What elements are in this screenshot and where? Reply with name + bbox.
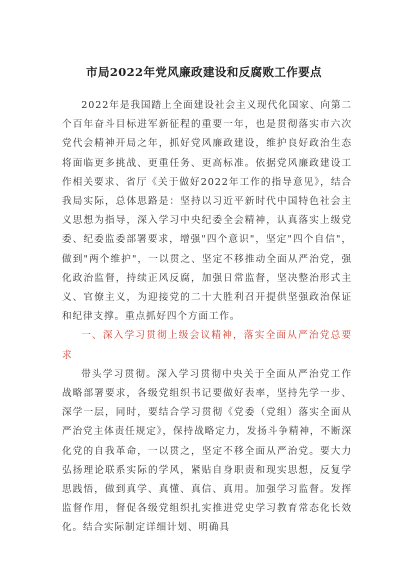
section-1-heading: 一、深入学习贯彻上级会议精神，落实全面从严治党总要求 <box>62 330 352 361</box>
section-1-paragraph: 带头学习贯彻。深入学习贯彻中央关于全面从严治党工作战略部署要求，各级党组织书记要做好表率，坚持先学一步、深学一层，同时，要结合学习贯彻《党委（党组）落实全面从严治党主体责任规定》，保持战略定力，发扬斗争精神，不断深化党的自我革命，一以贯之，坚定不移全面从严治党。要大力弘扬理论联系实际的学风，紧贴自身职责和现实思想，反复学思践悟，做到真学、真懂、真信、真用。加强学习监督。发挥监督作用，督促各级党组织扎实推进党史学习教育常态化长效化。结合实际制定详细计划、明确具 <box>62 368 352 534</box>
document-body <box>62 96 352 538</box>
intro-paragraph: 2022年是我国踏上全面建设社会主义现代化国家、向第二个百年奋斗目标进军新征程的重要一年，也是贯彻落实市六次党代会精神开局之年，抓好党风廉政建设，维护良好政治生态将面临更多挑战、更重任务、更高标准。依据党风廉政建设工作相关要求、省厅《关于做好2022年工作的指导意见》，结合我局实际，总体思路是：坚持以习近平新时代中国特色社会主义思想为指导，深入学习中央纪委全会精神，认真落实上级党委、纪委监委部署要求，增强"四个意识"，坚定"四个自信"，做到"两个维护"，一以贯之、坚定不移推动全面从严治党，强化政治监督，持续正风反腐，加强日常监督，坚决整治形式主义、官僚主义，为迎接党的二十大胜利召开提供坚强政治保证和纪律支撑。重点抓好四个方面工作。 <box>62 100 352 323</box>
document-title: 市局2022年党风廉政建设和反腐败工作要点 <box>86 65 322 79</box>
